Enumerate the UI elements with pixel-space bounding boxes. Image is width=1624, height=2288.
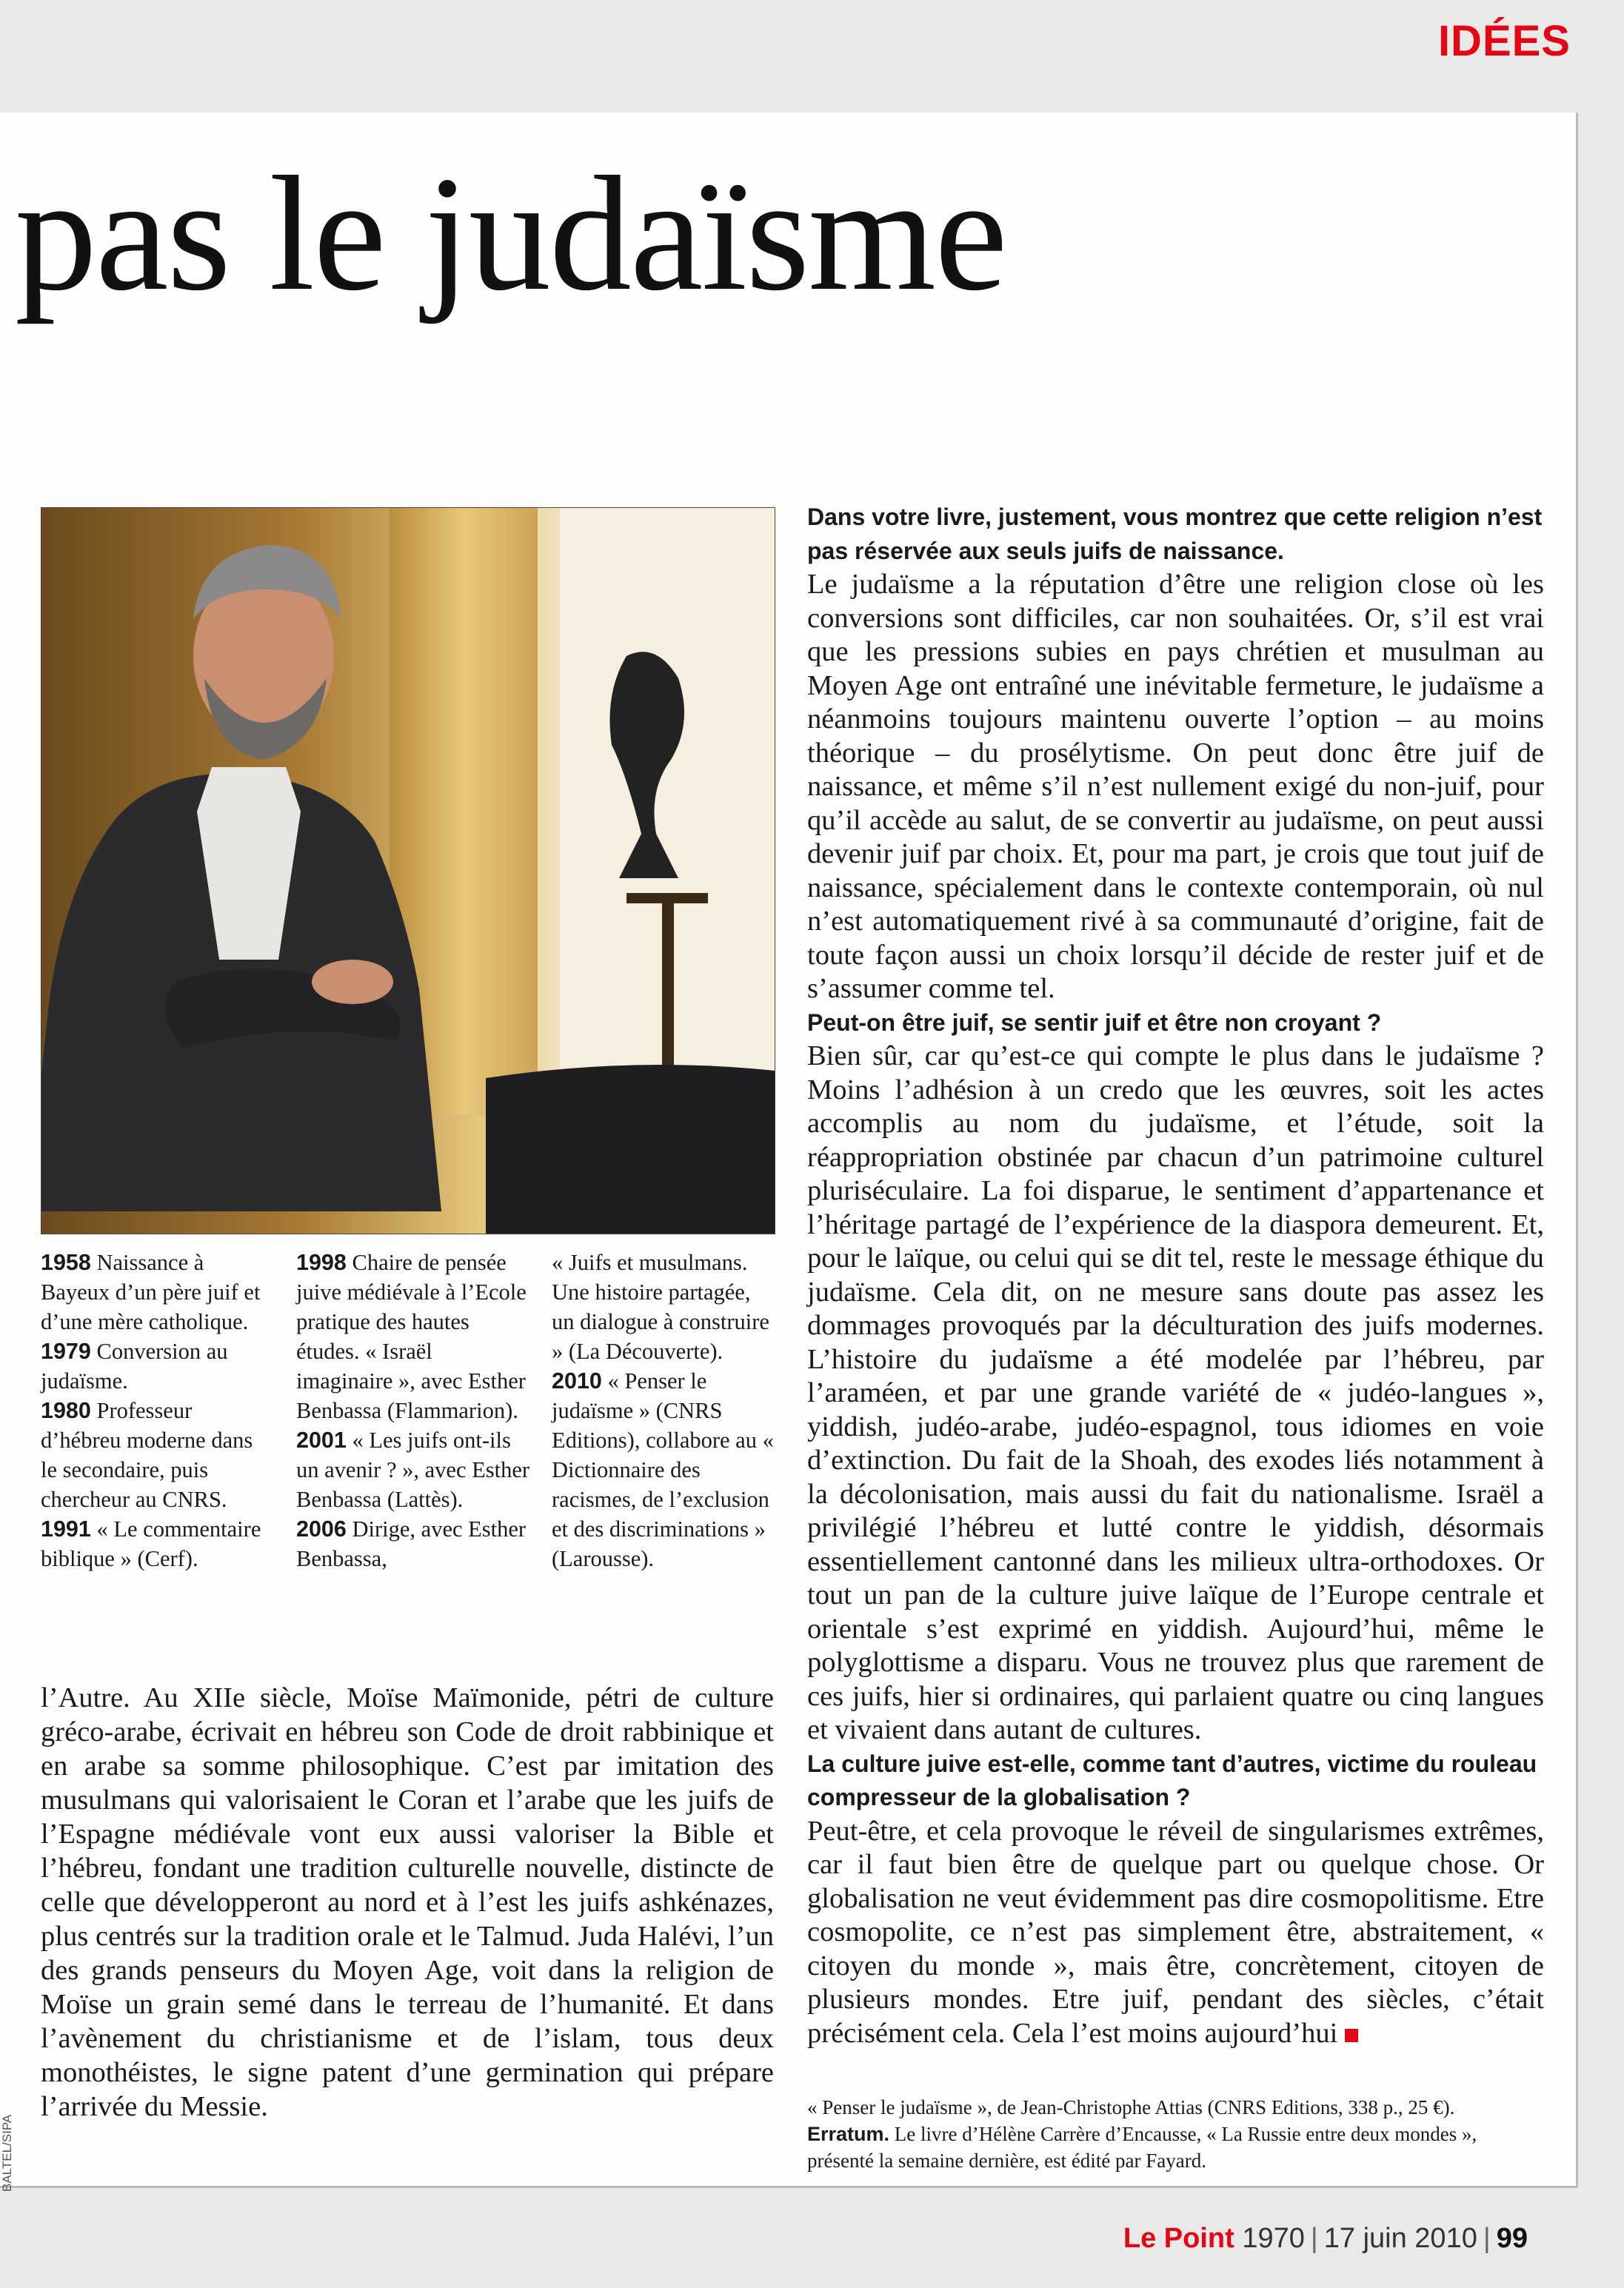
bio-entry: « Juifs et musulmans. Une histoire partagée, un dialogue à construire » (La Découverte).: [552, 1250, 769, 1364]
interview-question: Peut-on être juif, se sentir juif et être non croyant ?: [807, 1008, 1382, 1036]
article-notes: [807, 2094, 1544, 2174]
magazine-name: Le Point: [1123, 2223, 1234, 2254]
bio-entry: 1958 Naissance à Bayeux d’un père juif et d’une mère catholique.: [41, 1250, 261, 1334]
bio-entry: 2010 « Penser le judaïsme » (CNRS Editions), collabore au « Dictionnaire des racismes, de l’exclusion et des discriminations » (Larousse).: [552, 1368, 774, 1571]
bio-entry: 1979 Conversion au judaïsme.: [41, 1339, 228, 1394]
book-reference: « Penser le judaïsme », de Jean-Christophe Attias (CNRS Editions, 338 p., 25 €).: [807, 2096, 1455, 2118]
photo-credit: BALTEL/SIPA: [0, 2114, 14, 2192]
body-text-left: l’Autre. Au XIIe siècle, Moïse Maïmonide, pétri de culture gréco-arabe, écrivait en hébreu son Code de droit rabbinique et en arabe sa somme philosophique. C’est par imitation des musulmans qui valorisaient le Coran et l’arabe que les juifs de l’Espagne médiévale vont eux aussi valoriser la Bible et l’hébreu, fondant une tradition culturelle nouvelle, distincte de celle que développeront au nord et à l’est les juifs ashkénazes, plus centrés sur la tradition orale et le Talmud. Juda Halévi, l’un des grands penseurs du Moyen Age, voit dans la religion de Moïse un grain semé dans le terreau de l’humanité. Et dans l’avènement du christianisme et de l’islam, tous deux monothéistes, le signe patent d’une germination qui prépare l’arrivée du Messie.: [41, 1682, 774, 2122]
interview-column: [807, 501, 1544, 2050]
footer-separator: |: [1310, 2223, 1318, 2254]
interview-question: Dans votre livre, justement, vous montrez que cette religion n’est pas réservée aux seuls juifs de naissance.: [807, 504, 1543, 564]
headline: pas le judaïsme: [15, 143, 1006, 325]
interview-answer: Bien sûr, car qu’est-ce qui compte le plus dans le judaïsme ? Moins l’adhésion à un credo que les œuvres, soit les actes accomplis au nom du judaïsme, et l’étude, soit la réappropriation obstinée par chacun d’un patrimoine culturel pluriséculaire. La foi disparue, le sentiment d’appartenance et l’héritage partagé de l’expérience de la diaspora demeurent. Et, pour le laïque, ou celui qui se dit tel, reste le message éthique du judaïsme. Cela dit, on ne mesure sans doute pas assez les dommages provoqués par la déculturation des juifs modernes. L’histoire du judaïsme a été modelée par l’hébreu, par l’araméen, et par une grande variété de « judéo-langues », yiddish, judéo-arabe, judéo-espagnol, tous idiomes en voie d’extinction. Du fait de la Shoah, des exodes liés notamment à la décolonisation, mais aussi du fait du nationalisme. Israël a privilégié l’hébreu et lutté contre le yiddish, désormais essentiellement cantonné dans les milieux ultra-orthodoxes. Or tout un pan de la culture juive laïque de l’Europe centrale et orientale s’est exprimé en yiddish. Aujourd’hui, même le polyglottisme a disparu. Vous ne trouvez plus que rarement de ces juifs, hier si ordinaires, qui parlaient quatre ou cinq langues et vivaient dans autant de cultures.: [807, 1040, 1544, 1745]
bio-entry: 2006 Dirige, avec Esther Benbassa,: [296, 1516, 527, 1571]
interview-question: La culture juive est-elle, comme tant d’autres, victime du rouleau compresseur de la globalisation ?: [807, 1750, 1537, 1810]
bio-column-2: [296, 1248, 533, 1573]
bio-entry: 1991 « Le commentaire biblique » (Cerf).: [41, 1516, 261, 1571]
page-footer: [1123, 2223, 1528, 2255]
erratum: Erratum. Le livre d’Hélène Carrère d’Encausse, « La Russie entre deux mondes », présenté la semaine dernière, est édité par Fayard.: [807, 2123, 1477, 2172]
page-number: 99: [1496, 2223, 1528, 2254]
issue-date: 17 juin 2010: [1323, 2223, 1477, 2254]
bio-column-3: [552, 1248, 774, 1573]
section-label: IDÉES: [1437, 17, 1571, 65]
issue-number: 1970: [1242, 2223, 1305, 2254]
interview-answer: Le judaïsme a la réputation d’être une religion close où les conversions sont difficiles, car non souhaitées. Or, s’il est vrai que les pressions subies en pays chrétien et musulman au Moyen Age ont entraîné une inévitable fermeture, le judaïsme a néanmoins toujours maintenu ouverte l’option – au moins théorique – du prosélytisme. On peut donc être juif de naissance, et même s’il n’est nullement exigé du non-juif, pour qu’il accède au salut, de se convertir au judaïsme, on peut aussi devenir juif par choix. Et, pour ma part, je crois que tout juif de naissance, spécialement dans le contexte contemporain, où nul n’est automatiquement rivé à sa communauté d’origine, fait de toute façon aussi un choix lorsqu’il décide de rester juif et de s’assumer comme tel.: [807, 569, 1544, 1004]
bio-entry: 2001 « Les juifs ont-ils un avenir ? », avec Esther Benbassa (Lattès).: [296, 1428, 530, 1512]
interview-answer-final: Peut-être, et cela provoque le réveil de singularismes extrêmes, car il faut bien être de quelque part ou quelque chose. Or globalisation ne veut évidemment pas dire cosmopolitisme. Etre cosmopolite, ce n’est pas simplement être, abstraitement, « citoyen du monde », mais être, concrètement, citoyen de plusieurs mondes. Etre juif, pendant des siècles, c’était précisément cela. Cela l’est moins aujourd’hui: [807, 1815, 1544, 2049]
footer-separator: |: [1483, 2223, 1491, 2254]
bio-entry: 1980 Professeur d’hébreu moderne dans le secondaire, puis chercheur au CNRS.: [41, 1398, 253, 1512]
end-of-article-square-icon: [1345, 2029, 1358, 2042]
bio-column-1: [41, 1248, 263, 1573]
bio-entry: 1998 Chaire de pensée juive médiévale à l’Ecole pratique des hautes études. « Israël imaginaire », avec Esther Benbassa (Flammarion).: [296, 1250, 527, 1423]
portrait-photo: [41, 507, 775, 1234]
portrait-photo-illustration: [41, 508, 775, 1234]
